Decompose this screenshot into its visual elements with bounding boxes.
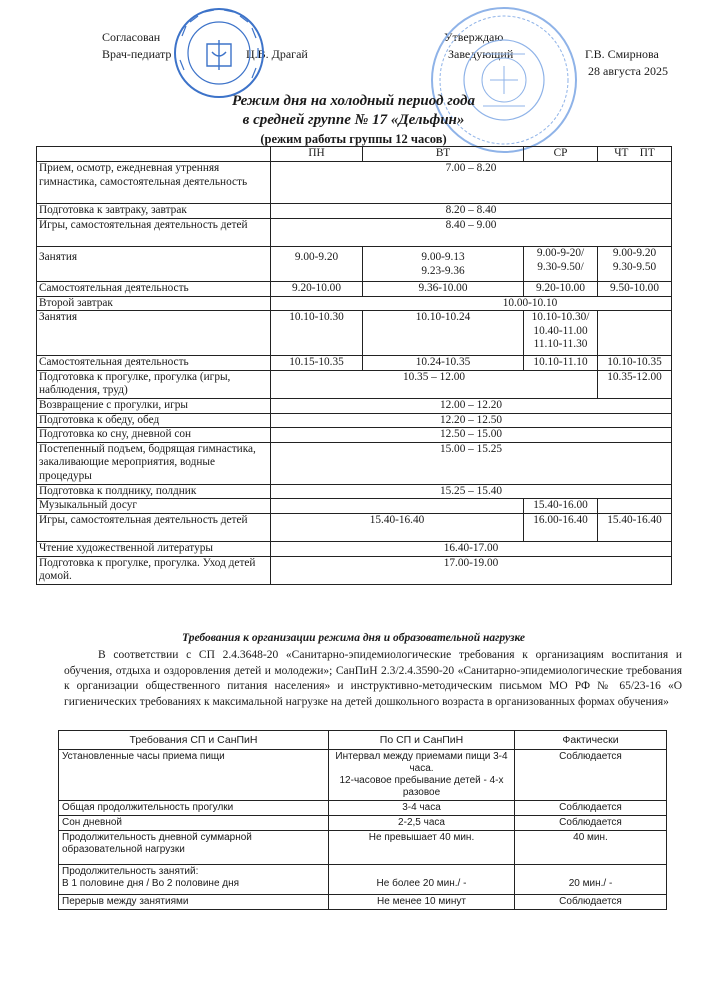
req-cell: Общая продолжительность прогулки	[59, 801, 329, 816]
norm-cell: Интервал между приемами пищи 3-4 часа. 12-часовое пребывание детей - 4-х разовое	[329, 750, 515, 801]
head-signature: Г.В. Смирнова	[585, 47, 659, 61]
activity-cell: Игры, самостоятельная деятельность детей	[37, 513, 271, 541]
activity-cell: Подготовка к прогулке, прогулка. Уход детей домой.	[37, 556, 271, 584]
header-day-tue: ВТ	[363, 147, 524, 162]
req-header-requirement: Требования СП и СанПиН	[59, 731, 329, 750]
time-cell	[598, 311, 672, 356]
time-cell: 10.00-10.10	[271, 296, 672, 311]
norm-cell: Не превышает 40 мин.	[329, 831, 515, 865]
req-cell: Продолжительность дневной суммарной образовательной нагрузки	[59, 831, 329, 865]
table-row	[59, 750, 667, 801]
doctor-stamp-icon	[172, 6, 266, 100]
agreed-label: Согласован	[102, 30, 161, 44]
requirements-table	[58, 730, 667, 910]
activity-cell: Подготовка к обеду, обед	[37, 413, 271, 428]
header-day-fri: ПТ	[639, 147, 655, 159]
time-cell: 8.20 – 8.40	[271, 204, 672, 219]
norm-cell: Не менее 10 минут	[329, 895, 515, 910]
time-cell: 10.10-10.24	[363, 311, 524, 356]
norm-cell: Не более 20 мин./ -	[329, 865, 515, 895]
fact-cell: Соблюдается	[515, 750, 667, 801]
activity-cell: Игры, самостоятельная деятельность детей	[37, 219, 271, 247]
table-row	[59, 801, 667, 816]
time-cell: 10.10-10.35	[598, 356, 672, 371]
activity-cell: Подготовка к завтраку, завтрак	[37, 204, 271, 219]
pediatrician-signature: Ц.В. Драгай	[246, 47, 308, 61]
schedule-header-row	[37, 147, 672, 162]
table-row	[37, 282, 672, 297]
fact-cell: 40 мин.	[515, 831, 667, 865]
table-row	[37, 296, 672, 311]
norm-cell: 3-4 часа	[329, 801, 515, 816]
req-cell: Сон дневной	[59, 816, 329, 831]
time-cell: 16.40-17.00	[271, 541, 672, 556]
activity-cell: Постепенный подъем, бодрящая гимнастика, закаливающие мероприятия, водные процедуры	[37, 442, 271, 484]
page-title: Режим дня на холодный период года	[231, 93, 476, 109]
table-row	[37, 219, 672, 247]
header-day-thu: ЧТ	[614, 147, 629, 159]
activity-cell: Музыкальный досуг	[37, 499, 271, 514]
table-row	[59, 831, 667, 865]
time-cell: 10.24-10.35	[363, 356, 524, 371]
time-cell: 9.36-10.00	[363, 282, 524, 297]
activity-cell: Занятия	[37, 311, 271, 356]
pediatrician-label: Врач-педиатр	[102, 47, 172, 61]
header-activity-cell	[37, 147, 271, 162]
header-day-mon: ПН	[271, 147, 363, 162]
time-cell: 15.40-16.40	[271, 513, 524, 541]
table-row	[37, 541, 672, 556]
time-cell: 15.40-16.00	[524, 499, 598, 514]
time-cell: 10.35 – 12.00	[271, 370, 598, 398]
time-cell: 12.00 – 12.20	[271, 398, 672, 413]
time-cell: 17.00-19.00	[271, 556, 672, 584]
time-cell	[271, 499, 524, 514]
approval-left	[102, 29, 308, 63]
fact-cell: 20 мин./ -	[515, 865, 667, 895]
fact-cell: Соблюдается	[515, 801, 667, 816]
header-day-thu-fri	[598, 147, 672, 162]
fact-cell: Соблюдается	[515, 895, 667, 910]
time-cell: 9.00-9-20/ 9.30-9.50/	[524, 247, 598, 282]
activity-cell: Чтение художественной литературы	[37, 541, 271, 556]
time-cell: 8.40 – 9.00	[271, 219, 672, 247]
page-title-group: в средней группе № 17 «Дельфин»	[242, 112, 465, 128]
req-header-norm: По СП и СанПиН	[329, 731, 515, 750]
fact-cell: Соблюдается	[515, 816, 667, 831]
table-row	[37, 162, 672, 204]
page-subtitle: (режим работы группы 12 часов)	[260, 132, 447, 146]
table-row	[37, 484, 672, 499]
table-row	[37, 499, 672, 514]
activity-cell: Занятия	[37, 247, 271, 282]
table-row	[37, 398, 672, 413]
requirements-paragraph: В соответствии с СП 2.4.3648-20 «Санитарно-эпидемиологические требования к организациям воспитания и обучения, отдыха и оздоровления детей и молодежи»; СанПиН 2.3/2.4.3590-20 «Санитарно-эпидемиологические требования к организации общественного питания населения» и инструктивно-методическим письмом МО РФ № 65/23-16 «О гигиенических требованиях к максимальной нагрузке на детей дошкольного возраста в организованных формах обучения»	[64, 649, 682, 708]
table-row	[37, 428, 672, 443]
approval-date: 28 августа 2025	[588, 64, 668, 78]
table-row	[37, 204, 672, 219]
time-cell: 15.00 – 15.25	[271, 442, 672, 484]
requirements-title: Требования к организации режима дня и образовательной нагрузке	[181, 632, 526, 644]
time-cell: 12.50 – 15.00	[271, 428, 672, 443]
time-cell: 9.00-9.13 9.23-9.36	[363, 247, 524, 282]
activity-cell: Самостоятельная деятельность	[37, 356, 271, 371]
time-cell: 10.35-12.00	[598, 370, 672, 398]
time-cell: 15.25 – 15.40	[271, 484, 672, 499]
requirements-header-row	[59, 731, 667, 750]
table-row	[59, 895, 667, 910]
req-cell: Перерыв между занятиями	[59, 895, 329, 910]
table-row	[37, 247, 672, 282]
table-row	[37, 413, 672, 428]
activity-cell: Подготовка к полднику, полдник	[37, 484, 271, 499]
time-cell: 10.10-11.10	[524, 356, 598, 371]
time-cell: 15.40-16.40	[598, 513, 672, 541]
time-cell: 16.00-16.40	[524, 513, 598, 541]
activity-cell: Возвращение с прогулки, игры	[37, 398, 271, 413]
activity-cell: Подготовка к прогулке, прогулка (игры, наблюдения, труд)	[37, 370, 271, 398]
time-cell: 9.00-9.20 9.30-9.50	[598, 247, 672, 282]
time-cell: 12.20 – 12.50	[271, 413, 672, 428]
table-row	[37, 556, 672, 584]
table-row	[37, 442, 672, 484]
time-cell: 10.10-10.30/ 10.40-11.00 11.10-11.30	[524, 311, 598, 356]
table-row	[37, 370, 672, 398]
table-row	[37, 513, 672, 541]
table-row	[37, 311, 672, 356]
time-cell: 9.20-10.00	[271, 282, 363, 297]
time-cell: 10.10-10.30	[271, 311, 363, 356]
table-row	[59, 816, 667, 831]
time-cell: 9.20-10.00	[524, 282, 598, 297]
head-label: Заведующий	[448, 47, 514, 61]
time-cell: 9.50-10.00	[598, 282, 672, 297]
table-row	[59, 865, 667, 895]
req-header-fact: Фактически	[515, 731, 667, 750]
header-day-wed: СР	[524, 147, 598, 162]
activity-cell: Прием, осмотр, ежедневная утренняя гимнастика, самостоятельная деятельность	[37, 162, 271, 204]
table-row	[37, 356, 672, 371]
activity-cell: Подготовка ко сну, дневной сон	[37, 428, 271, 443]
activity-cell: Самостоятельная деятельность	[37, 282, 271, 297]
norm-cell: 2-2,5 часа	[329, 816, 515, 831]
req-cell: Продолжительность занятий: В 1 половине дня / Во 2 половине дня	[59, 865, 329, 895]
time-cell: 7.00 – 8.20	[271, 162, 672, 204]
approve-label: Утверждаю	[444, 30, 504, 44]
time-cell: 9.00-9.20	[271, 247, 363, 282]
time-cell	[598, 499, 672, 514]
schedule-table	[36, 146, 672, 585]
req-cell: Установленные часы приема пищи	[59, 750, 329, 801]
activity-cell: Второй завтрак	[37, 296, 271, 311]
time-cell: 10.15-10.35	[271, 356, 363, 371]
